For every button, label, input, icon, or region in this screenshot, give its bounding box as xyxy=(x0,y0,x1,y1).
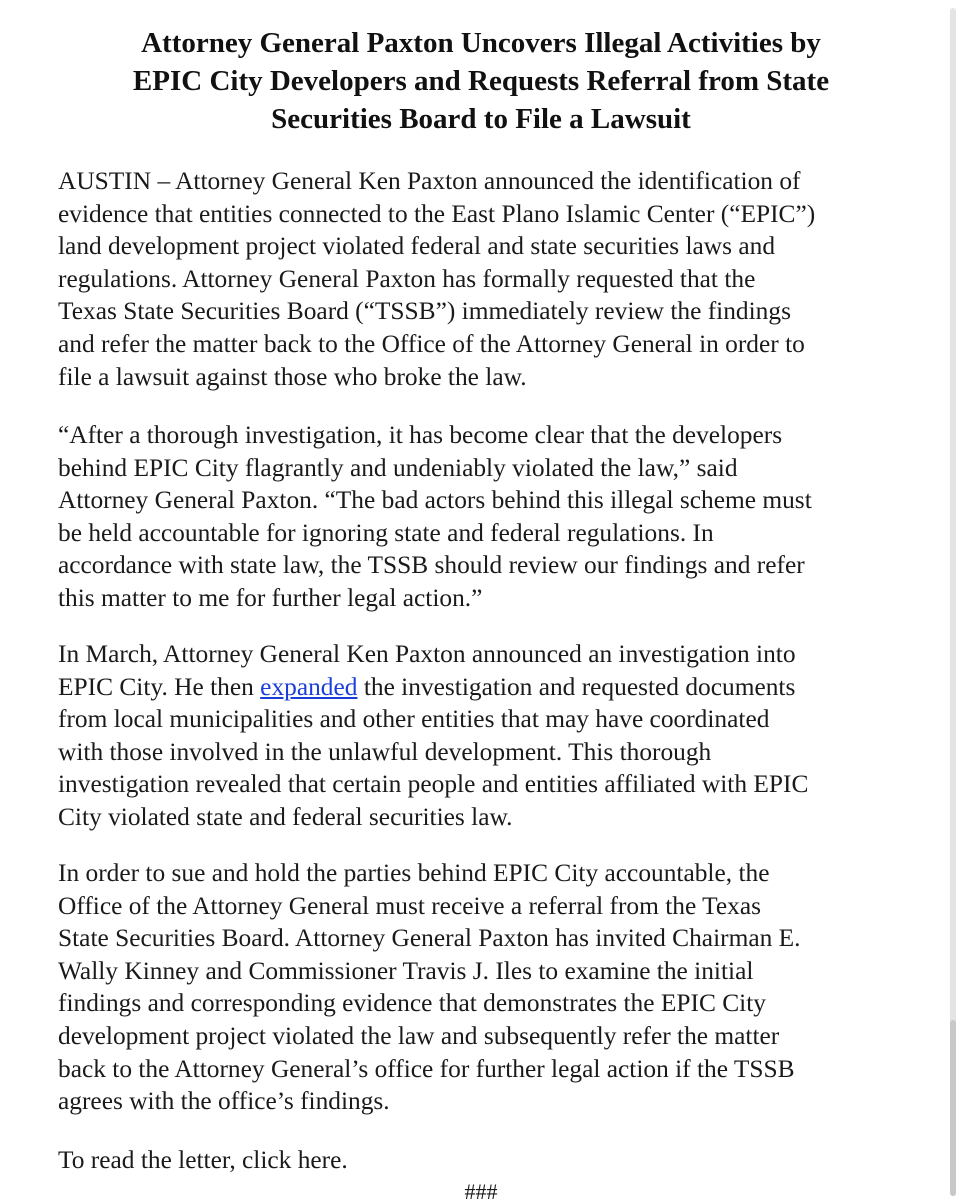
text-line: and refer the matter back to the Office of the Attorney General in order to xyxy=(58,329,805,358)
text-line: City violated state and federal securities law. xyxy=(58,802,513,831)
text-line: back to the Attorney General’s office for further legal action if the TSSB xyxy=(58,1054,795,1083)
text-line: investigation revealed that certain people and entities affiliated with EPIC xyxy=(58,770,809,799)
text-segment: EPIC City. He then xyxy=(58,672,261,701)
text-line: In March, Attorney General Ken Paxton announced an investigation into xyxy=(58,640,796,668)
text-line: evidence that entities connected to the East Plano Islamic Center (“EPIC”) xyxy=(58,199,816,228)
text-line: from local municipalities and other entities that may have coordinated xyxy=(58,705,770,734)
text-line-with-link xyxy=(58,671,908,704)
text-line: file a lawsuit against those who broke the law. xyxy=(58,362,527,391)
title-line: EPIC City Developers and Requests Referral from State xyxy=(132,65,830,97)
text-line: findings and corresponding evidence that demonstrates the EPIC City xyxy=(58,989,766,1018)
closing-line xyxy=(58,1144,908,1177)
text-line: agrees with the office’s findings. xyxy=(58,1087,390,1116)
text-line: with those involved in the unlawful development. This thorough xyxy=(58,737,712,766)
text-line: land development project violated federal and state securities laws and xyxy=(58,232,776,261)
text-line: development project violated the law and subsequently refer the matter xyxy=(58,1021,780,1050)
paragraph-quote xyxy=(58,419,908,615)
text-line: AUSTIN – Attorney General Ken Paxton announced the identification of xyxy=(58,167,801,195)
text-line: State Securities Board. Attorney General Paxton has invited Chairman E. xyxy=(58,924,801,953)
scrollbar-thumb[interactable] xyxy=(950,1020,956,1196)
paragraph-announcement xyxy=(58,165,908,393)
text-line: “After a thorough investigation, it has become clear that the developers xyxy=(58,421,783,449)
text-line: Attorney General Paxton. “The bad actors behind this illegal scheme must xyxy=(58,486,812,515)
text-line: regulations. Attorney General Paxton has formally requested that the xyxy=(58,264,756,293)
text-line: accordance with state law, the TSSB should review our findings and refer xyxy=(58,551,805,580)
text-line: Wally Kinney and Commissioner Travis J. Iles to examine the initial xyxy=(58,956,754,985)
end-of-release-mark: ### xyxy=(464,1179,498,1204)
expanded-link[interactable]: expanded xyxy=(260,672,358,701)
text-line: Texas State Securities Board (“TSSB”) immediately review the findings xyxy=(58,297,791,326)
text-line: Office of the Attorney General must receive a referral from the Texas xyxy=(58,891,761,920)
text-line: In order to sue and hold the parties behind EPIC City accountable, the xyxy=(58,859,770,887)
scrollbar-track[interactable] xyxy=(950,8,956,1196)
paragraph-referral xyxy=(58,857,908,1118)
title-line: Attorney General Paxton Uncovers Illegal Activities by xyxy=(141,27,821,59)
text-line: be held accountable for ignoring state and federal regulations. In xyxy=(58,518,714,547)
text-line: behind EPIC City flagrantly and undeniably violated the law,” said xyxy=(58,453,738,482)
read-letter-text: To read the letter, click here. xyxy=(58,1146,348,1174)
paragraph-investigation xyxy=(58,638,908,834)
page-title xyxy=(60,24,902,138)
title-line: Securities Board to File a Lawsuit xyxy=(271,103,691,135)
text-segment: the investigation and requested documents xyxy=(357,672,796,701)
text-line: this matter to me for further legal action.” xyxy=(58,583,483,612)
